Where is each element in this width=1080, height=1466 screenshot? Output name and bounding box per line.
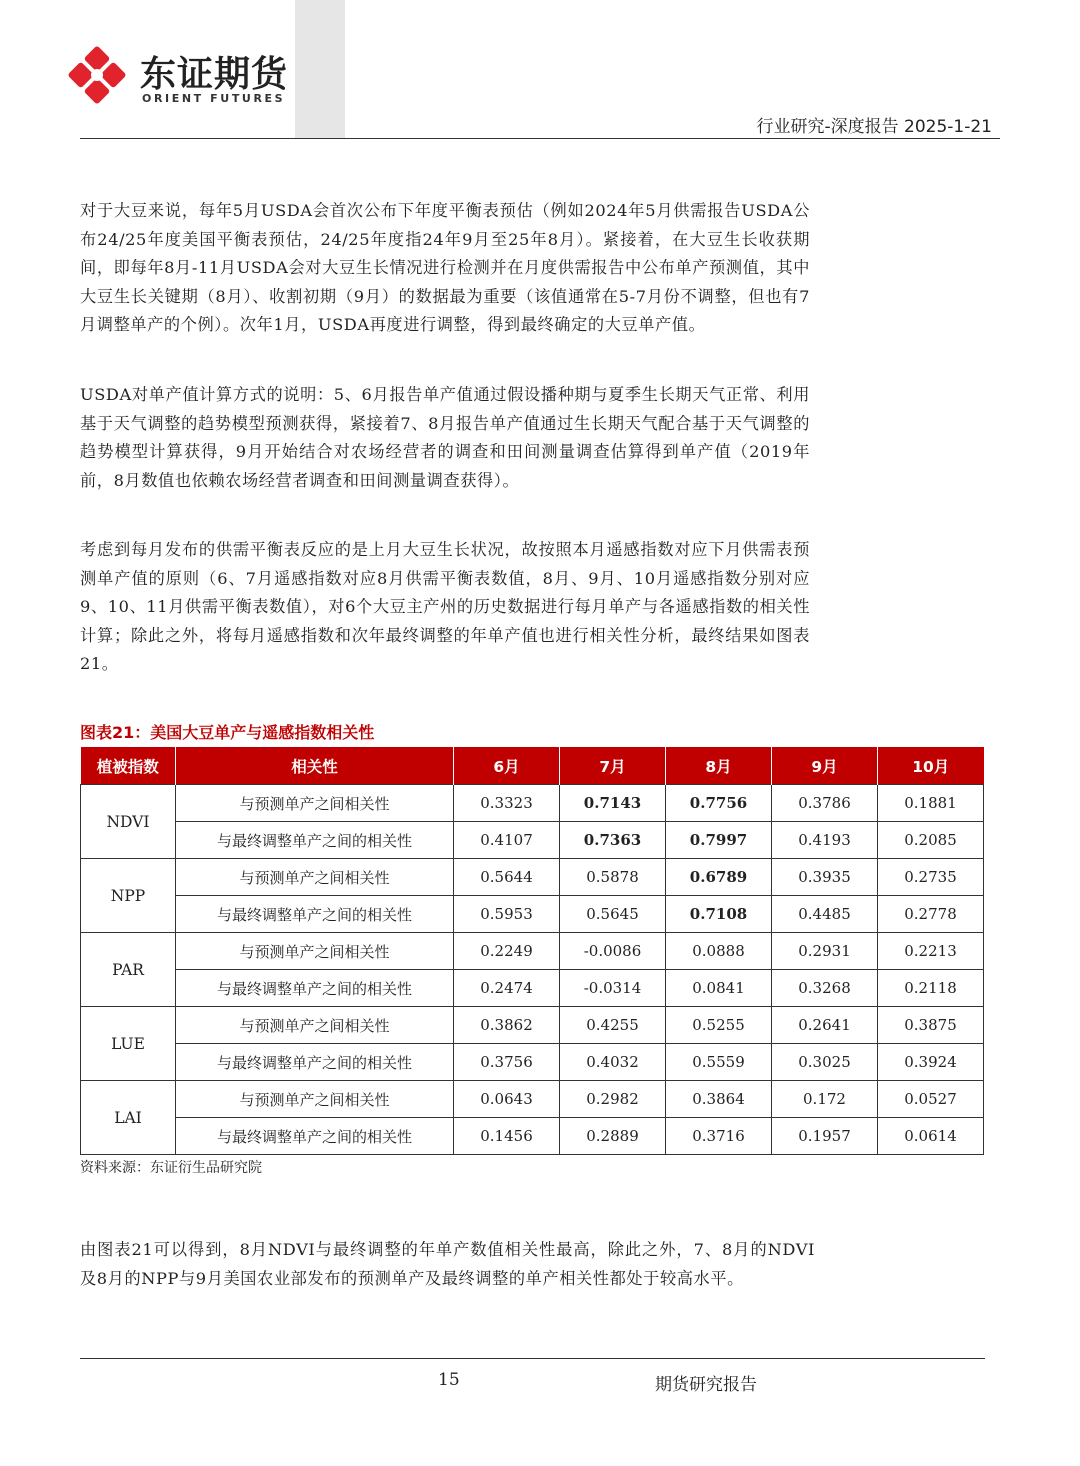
table-row (81, 1118, 984, 1155)
label-cell: 与预测单产之间相关性 (176, 1007, 454, 1044)
label-cell: 与最终调整单产之间的相关性 (176, 896, 454, 933)
value-cell: 0.3025 (772, 1044, 878, 1081)
index-cell: LUE (81, 1007, 176, 1081)
value-cell: 0.7108 (666, 896, 772, 933)
value-cell: 0.5645 (560, 896, 666, 933)
value-cell: 0.2778 (878, 896, 984, 933)
value-cell: 0.3268 (772, 970, 878, 1007)
value-cell: 0.2118 (878, 970, 984, 1007)
table-row (81, 1081, 984, 1118)
label-cell: 与最终调整单产之间的相关性 (176, 1044, 454, 1081)
label-cell: 与最终调整单产之间的相关性 (176, 1118, 454, 1155)
index-cell: NPP (81, 859, 176, 933)
value-cell: 0.6789 (666, 859, 772, 896)
brand-logo-icon (62, 40, 132, 110)
footer-label: 期货研究报告 (655, 1375, 757, 1395)
value-cell: 0.3716 (666, 1118, 772, 1155)
header-july: 7月 (560, 747, 666, 785)
footer-divider (80, 1358, 985, 1359)
index-cell: PAR (81, 933, 176, 1007)
label-cell: 与预测单产之间相关性 (176, 933, 454, 970)
value-cell: 0.1456 (454, 1118, 560, 1155)
table-row (81, 1007, 984, 1044)
value-cell: 0.7997 (666, 822, 772, 859)
table-row (81, 896, 984, 933)
table-source: 资料来源：东证衍生品研究院 (80, 1160, 262, 1176)
page-number: 15 (438, 1370, 460, 1390)
value-cell: 0.0841 (666, 970, 772, 1007)
table-row (81, 933, 984, 970)
value-cell: 0.2735 (878, 859, 984, 896)
table-row (81, 785, 984, 822)
value-cell: 0.0888 (666, 933, 772, 970)
value-cell: 0.7143 (560, 785, 666, 822)
table-row (81, 822, 984, 859)
header-september: 9月 (772, 747, 878, 785)
value-cell: 0.4485 (772, 896, 878, 933)
index-cell: NDVI (81, 785, 176, 859)
value-cell: 0.2085 (878, 822, 984, 859)
label-cell: 与预测单产之间相关性 (176, 859, 454, 896)
value-cell: 0.7756 (666, 785, 772, 822)
value-cell: 0.7363 (560, 822, 666, 859)
value-cell: 0.2474 (454, 970, 560, 1007)
value-cell: 0.4193 (772, 822, 878, 859)
table-row (81, 1044, 984, 1081)
brand-logo (62, 40, 292, 112)
value-cell: 0.0643 (454, 1081, 560, 1118)
value-cell: 0.3862 (454, 1007, 560, 1044)
value-cell: 0.172 (772, 1081, 878, 1118)
table-row (81, 859, 984, 896)
value-cell: 0.0614 (878, 1118, 984, 1155)
value-cell: 0.2982 (560, 1081, 666, 1118)
header-august: 8月 (666, 747, 772, 785)
value-cell: 0.3924 (878, 1044, 984, 1081)
body-paragraph-1: 对于大豆来说，每年5月USDA会首次公布下年度平衡表预估（例如2024年5月供需报告USDA公布24/25年度美国平衡表预估，24/25年度指24年9月至25年8月）。紧接着，在大豆生长收获期间，即每年8月-11月USDA会对大豆生长情况进行检测并在月度供需报告中公布单产预测值，其中大豆生长关键期（8月）、收割初期（9月）的数据最为重要（该值通常在5-7月份不调整，但也有7月调整单产的个例）。次年1月，USDA再度进行调整，得到最终确定的大豆单产值。 (80, 201, 810, 334)
value-cell: 0.0527 (878, 1081, 984, 1118)
value-cell: 0.5644 (454, 859, 560, 896)
value-cell: 0.5255 (666, 1007, 772, 1044)
table-caption: 图表21：美国大豆单产与遥感指数相关性 (80, 723, 375, 742)
value-cell: 0.1957 (772, 1118, 878, 1155)
value-cell: 0.4107 (454, 822, 560, 859)
header-correlation: 相关性 (176, 747, 454, 785)
label-cell: 与最终调整单产之间的相关性 (176, 822, 454, 859)
label-cell: 与预测单产之间相关性 (176, 785, 454, 822)
value-cell: -0.0086 (560, 933, 666, 970)
value-cell: 0.2931 (772, 933, 878, 970)
value-cell: 0.2641 (772, 1007, 878, 1044)
value-cell: 0.4255 (560, 1007, 666, 1044)
table-row (81, 970, 984, 1007)
value-cell: 0.3935 (772, 859, 878, 896)
body-paragraph-3: 考虑到每月发布的供需平衡表反应的是上月大豆生长状况，故按照本月遥感指数对应下月供需表预测单产值的原则（6、7月遥感指数对应8月供需平衡表数值，8月、9月、10月遥感指数分别对应9、10、11月供需平衡表数值），对6个大豆主产州的历史数据进行每月单产与各遥感指数的相关性计算；除此之外，将每月遥感指数和次年最终调整的年单产值也进行相关性分析，最终结果如图表21。 (80, 540, 810, 673)
label-cell: 与预测单产之间相关性 (176, 1081, 454, 1118)
body-paragraph-2: USDA对单产值计算方式的说明：5、6月报告单产值通过假设播种期与夏季生长期天气正常、利用基于天气调整的趋势模型预测获得，紧接着7、8月报告单产值通过生长期天气配合基于天气调整的趋势模型计算获得，9月开始结合对农场经营者的调查和田间测量调查估算得到单产值（2019年前，8月数值也依赖农场经营者调查和田间测量调查获得）。 (80, 385, 810, 490)
value-cell: 0.2213 (878, 933, 984, 970)
value-cell: 0.3756 (454, 1044, 560, 1081)
brand-name-cn: 东证期货 (140, 54, 289, 95)
report-type-date: 行业研究-深度报告 2025-1-21 (756, 117, 992, 137)
index-cell: LAI (81, 1081, 176, 1155)
value-cell: 0.5559 (666, 1044, 772, 1081)
value-cell: 0.2889 (560, 1118, 666, 1155)
value-cell: 0.4032 (560, 1044, 666, 1081)
brand-name-en: ORIENT FUTURES (142, 92, 286, 105)
header-october: 10月 (878, 747, 984, 785)
header-decor-bar (295, 0, 345, 138)
correlation-table (80, 747, 984, 1155)
value-cell: 0.5878 (560, 859, 666, 896)
value-cell: 0.1881 (878, 785, 984, 822)
value-cell: 0.3864 (666, 1081, 772, 1118)
header-divider (80, 138, 1000, 139)
table-header-row (81, 747, 984, 785)
value-cell: 0.3786 (772, 785, 878, 822)
value-cell: 0.5953 (454, 896, 560, 933)
label-cell: 与最终调整单产之间的相关性 (176, 970, 454, 1007)
value-cell: 0.3323 (454, 785, 560, 822)
value-cell: 0.3875 (878, 1007, 984, 1044)
header-index: 植被指数 (81, 747, 176, 785)
header-june: 6月 (454, 747, 560, 785)
body-paragraph-4: 由图表21可以得到，8月NDVI与最终调整的年单产数值相关性最高，除此之外，7、8月的NDVI及8月的NPP与9月美国农业部发布的预测单产及最终调整的单产相关性都处于较高水平。 (80, 1240, 815, 1288)
value-cell: -0.0314 (560, 970, 666, 1007)
value-cell: 0.2249 (454, 933, 560, 970)
